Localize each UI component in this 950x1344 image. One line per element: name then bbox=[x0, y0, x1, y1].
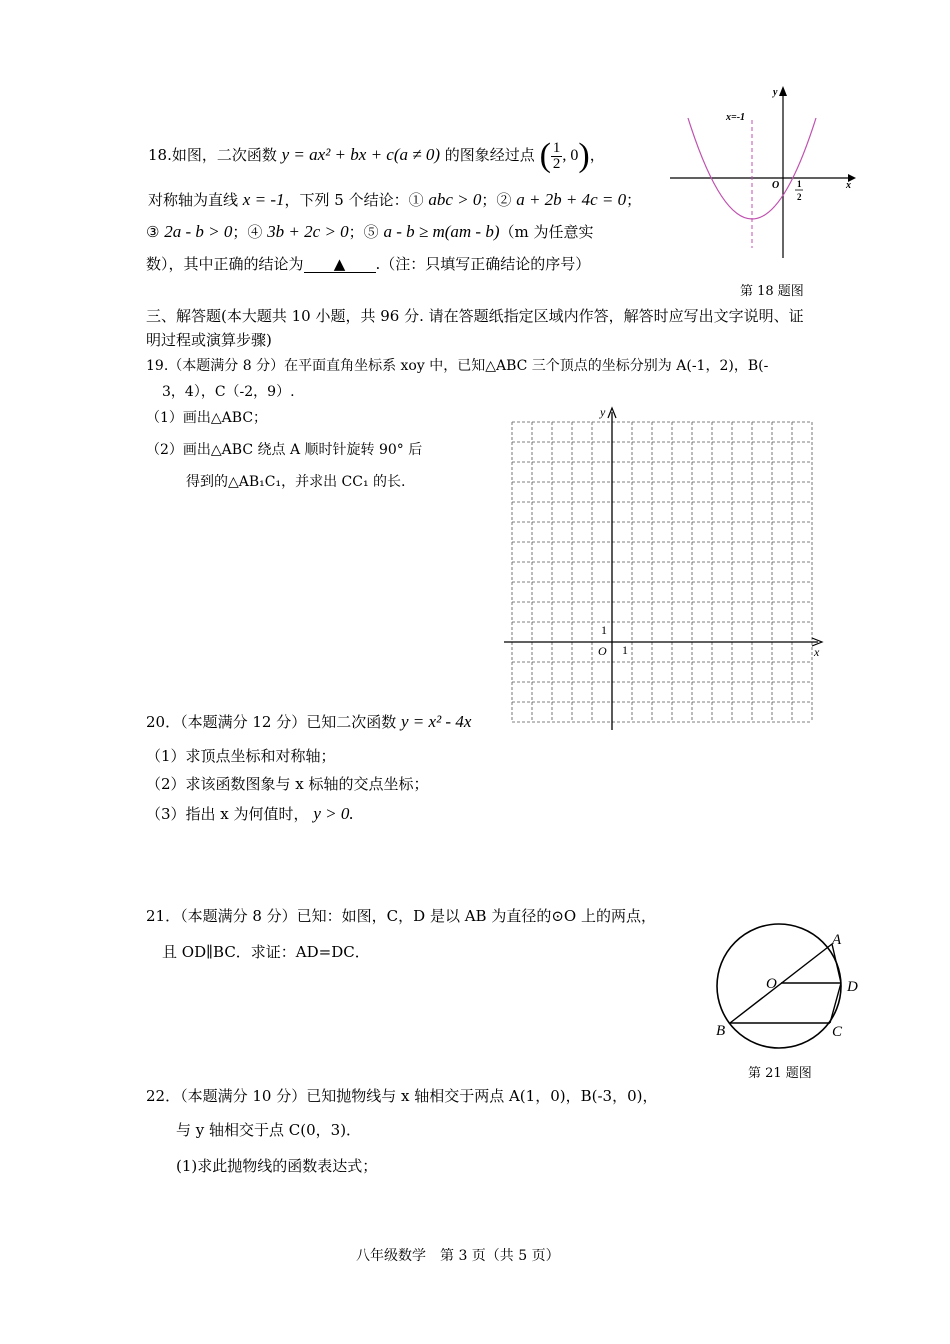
q19-sub3: 得到的△AB₁C₁，并求出 CC₁ 的长. bbox=[186, 474, 406, 490]
q18-line4 bbox=[146, 254, 590, 274]
q19-sub2: （2）画出△ABC 绕点 A 顺时针旋转 90° 后 bbox=[146, 442, 423, 458]
q21-label-c: C bbox=[832, 1024, 843, 1040]
q18-line1: 18.如图，二次函数 y = ax² + bx + c(a ≠ 0) 的图象经过点 ( $\frac{1}{2}$ , 0)， bbox=[148, 137, 605, 174]
q18-axis-eq: x = -1 bbox=[242, 190, 285, 209]
q19-grid-lines bbox=[512, 422, 812, 722]
q18-half-den: 2 bbox=[797, 192, 802, 202]
q22-sub1: (1)求此抛物线的函数表达式； bbox=[176, 1157, 378, 1175]
q20-line1 bbox=[146, 712, 471, 732]
q20-equation: y = x² - 4x bbox=[401, 712, 472, 731]
q18-comma: ， bbox=[589, 146, 605, 164]
q18-axis-label: x=-1 bbox=[726, 112, 746, 123]
section3-heading-line1: 三、解答题(本大题共 10 小题，共 96 分. 请在答题纸指定区域内作答，解答时应写出文字说明、证 bbox=[146, 307, 804, 325]
q21-line1: 21．（本题满分 8 分）已知：如图，C，D 是以 AB 为直径的⊙O 上的两点， bbox=[146, 907, 656, 925]
q18-half-num: 1 bbox=[797, 179, 802, 189]
q18-line3 bbox=[146, 222, 594, 242]
q20-sub2: （2）求该函数图象与 x 标轴的交点坐标； bbox=[146, 775, 429, 793]
q21-line2: 且 OD∥BC．求证：AD=DC． bbox=[162, 943, 370, 961]
q20-sub3 bbox=[146, 804, 354, 824]
q21-caption: 第 21 题图 bbox=[748, 1066, 812, 1081]
q18-sep2: ；② bbox=[481, 191, 512, 209]
section3-heading-line2: 明过程或演算步骤) bbox=[146, 331, 272, 349]
q21-label-a: A bbox=[832, 932, 842, 948]
q19-line1: 19.（本题满分 8 分）在平面直角坐标系 xoy 中，已知△ABC 三个顶点的坐标分别为 A(-1，2)，B(- bbox=[146, 358, 769, 374]
q18-point-rest: , 0 bbox=[562, 147, 579, 164]
q18-point-fraction: $\frac{1}{2}$ bbox=[552, 139, 561, 172]
q18-end2: ； bbox=[626, 191, 642, 209]
q19-y-label: y bbox=[600, 405, 606, 419]
q20-title: 20．（本题满分 12 分）已知二次函数 bbox=[146, 713, 397, 731]
q19-unit-x: 1 bbox=[622, 643, 628, 657]
q18-parabola bbox=[688, 118, 816, 219]
q20-sub1: （1）求顶点坐标和对称轴； bbox=[146, 747, 336, 765]
q18-equation: y = ax² + bx + c(a ≠ 0) bbox=[281, 145, 440, 164]
q18-origin-label: O bbox=[772, 180, 780, 191]
q21-chord-ad bbox=[832, 944, 841, 983]
q18-answer-blank[interactable]: ▲ bbox=[304, 256, 376, 273]
q18-y-arrow bbox=[779, 86, 787, 96]
q21-circle bbox=[717, 924, 841, 1048]
q22-line2: 与 y 轴相交于点 C(0，3)． bbox=[176, 1121, 362, 1139]
page-footer: 八年级数学 第 3 页（共 5 页） bbox=[356, 1248, 560, 1264]
q19-x-label: x bbox=[814, 645, 820, 659]
q22-line1: 22．（本题满分 10 分）已知抛物线与 x 轴相交于两点 A(1，0)，B(-3，0)， bbox=[146, 1087, 658, 1105]
q19-coordinate-grid bbox=[500, 404, 830, 736]
q21-circle-figure bbox=[700, 920, 880, 1050]
q18-sep4: ；⑤ bbox=[348, 223, 379, 241]
q18-line2-b: ，下列 5 个结论：① bbox=[284, 191, 424, 209]
q18-line3-a: ③ bbox=[146, 223, 160, 241]
q18-text-b: 的图象经过点 bbox=[444, 146, 535, 164]
q18-line2-a: 对称轴为直线 bbox=[148, 191, 239, 209]
q19-origin-label: O bbox=[598, 644, 607, 658]
q19-sub1: （1）画出△ABC； bbox=[146, 410, 268, 426]
q18-line3-b: （m 为任意实 bbox=[499, 223, 594, 241]
q18-parabola-figure bbox=[660, 80, 860, 265]
q18-y-label: y bbox=[773, 87, 778, 98]
q18-conclusion-2: a + 2b + 4c = 0 bbox=[516, 190, 627, 209]
q18-conclusion-5: a - b ≥ m(am - b) bbox=[383, 222, 500, 241]
q21-label-b: B bbox=[716, 1023, 726, 1039]
q18-caption: 第 18 题图 bbox=[740, 284, 804, 299]
q18-conclusion-4: 3b + 2c > 0 bbox=[267, 222, 349, 241]
q18-conclusion-3: 2a - b > 0 bbox=[164, 222, 233, 241]
q19-unit-y: 1 bbox=[601, 623, 607, 637]
q21-label-o: O bbox=[766, 976, 777, 992]
q18-line4-b: .（注：只填写正确结论的序号） bbox=[375, 255, 591, 273]
q18-line4-a: 数），其中正确的结论为 bbox=[146, 255, 304, 273]
q20-sub3-text: （3）指出 x 为何值时， bbox=[146, 805, 309, 823]
q18-line2 bbox=[148, 190, 641, 210]
q18-x-label: x bbox=[846, 180, 851, 191]
q21-label-d: D bbox=[847, 979, 858, 995]
q18-sep3: ；④ bbox=[232, 223, 263, 241]
q20-sub3-ineq: y > 0. bbox=[313, 804, 354, 823]
q18-conclusion-1: abc > 0 bbox=[428, 190, 482, 209]
q18-text-a: 18.如图，二次函数 bbox=[148, 146, 277, 164]
q19-line2: 3，4），C（-2，9）. bbox=[162, 384, 295, 400]
